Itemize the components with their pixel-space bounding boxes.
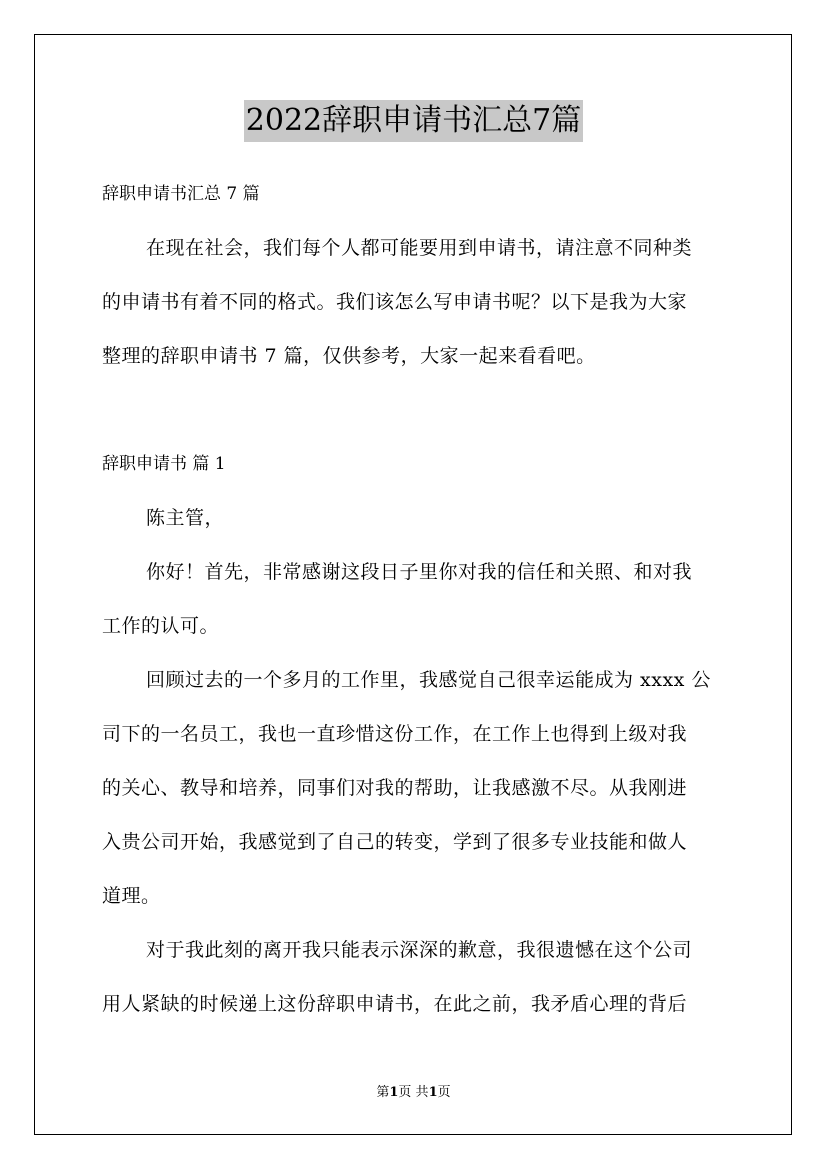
body-line-6: 的关心、教导和培养，同事们对我的帮助，让我感激不尽。从我刚进 — [102, 777, 688, 799]
title-container — [0, 100, 827, 142]
document-title: 2022辞职申请书汇总7篇 — [244, 100, 583, 142]
footer-page-prefix: 第 — [376, 1085, 390, 1100]
intro-line-2: 的申请书有着不同的格式。我们该怎么写申请书呢？以下是我为大家 — [102, 291, 688, 313]
body-line-10: 用人紧缺的时候递上这份辞职申请书，在此之前，我矛盾心理的背后 — [102, 993, 688, 1015]
body-line-7: 入贵公司开始，我感觉到了自己的转变，学到了很多专业技能和做人 — [102, 831, 688, 853]
footer-page-current: 1 — [389, 1085, 399, 1100]
document-subtitle: 辞职申请书汇总 7 篇 — [102, 184, 260, 204]
body-line-1: 陈主管， — [146, 507, 225, 529]
body-line-3: 工作的认可。 — [102, 615, 220, 637]
intro-line-1: 在现在社会，我们每个人都可能要用到申请书，请注意不同种类 — [146, 237, 693, 259]
body-line-8: 道理。 — [102, 885, 161, 907]
section-heading: 辞职申请书 篇 1 — [102, 454, 226, 474]
body-line-4: 回顾过去的一个多月的工作里，我感觉自己很幸运能成为 xxxx 公 — [146, 669, 711, 691]
footer-page-suffix: 页 — [437, 1085, 451, 1100]
body-line-2: 你好！首先，非常感谢这段日子里你对我的信任和关照、和对我 — [146, 561, 693, 583]
body-line-9: 对于我此刻的离开我只能表示深深的歉意，我很遗憾在这个公司 — [146, 939, 693, 961]
footer-page-mid: 页 共 — [398, 1085, 429, 1100]
footer-page-total: 1 — [428, 1085, 438, 1100]
body-line-5: 司下的一名员工，我也一直珍惜这份工作，在工作上也得到上级对我 — [102, 723, 688, 745]
intro-line-3: 整理的辞职申请书 7 篇，仅供参考，大家一起来看看吧。 — [102, 345, 596, 367]
page-footer — [0, 1084, 827, 1102]
